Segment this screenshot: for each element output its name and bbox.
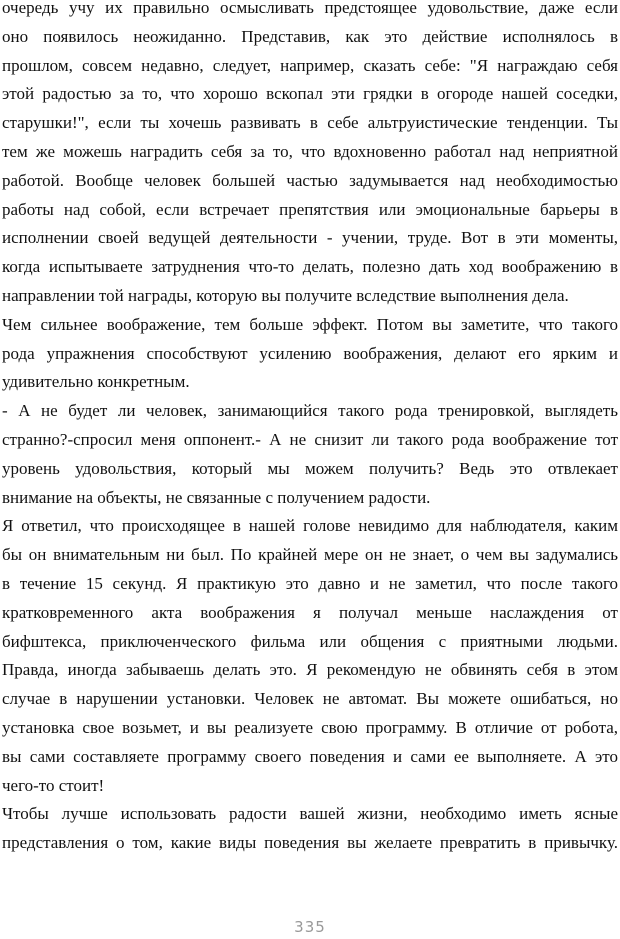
text-line: уровень удовольствия, который мы можем получить? Ведь это отвлекает	[2, 458, 618, 478]
text-line: вы сами составляете программу своего поведения и сами ее выполняете. А это	[2, 746, 618, 766]
paragraph	[2, 311, 618, 397]
text-line: работы над собой, если встречает препятствия или эмоциональные барьеры в	[2, 199, 618, 219]
text-line: установка свое возьмет, и вы реализуете свою программу. В отличие от робота,	[2, 717, 618, 737]
text-line: этой радостью за то, что хорошо вскопал эти грядки в огороде нашей соседки,	[2, 84, 618, 104]
text-line: направлении той награды, которую вы получите вследствие выполнения дела.	[2, 285, 569, 305]
text-line: когда испытываете затруднения что-то делать, полезно дать ход воображению в	[2, 257, 618, 277]
text-line: рода упражнения способствуют усилению воображения, делают его ярким и	[2, 343, 618, 363]
text-line: оно появилось неожиданно. Представив, как это действие исполнялось в	[2, 26, 618, 46]
text-line: бы он внимательным ни был. По крайней мере он не знает, о чем вы задумались	[2, 545, 618, 565]
text-line: Я ответил, что происходящее в нашей голове невидимо для наблюдателя, каким	[2, 516, 618, 536]
text-line: прошлом, совсем недавно, следует, например, сказать себе: "Я награждаю себя	[2, 55, 618, 75]
text-line: бифштекса, приключенческого фильма или общения с приятными людьми.	[2, 631, 618, 651]
paragraph	[2, 0, 618, 311]
text-line: Правда, иногда забываешь делать это. Я рекомендую не обвинять себя в этом	[2, 660, 618, 680]
paragraph	[2, 512, 618, 800]
text-line: исполнении своей ведущей деятельности - учении, труде. Вот в эти моменты,	[2, 228, 618, 248]
page-number: 335	[294, 918, 326, 936]
text-line: - А не будет ли человек, занимающийся такого рода тренировкой, выглядеть	[2, 401, 618, 421]
text-line: странно?-спросил меня оппонент.- А не снизит ли такого рода воображение тот	[2, 429, 618, 449]
text-line: тем же можешь наградить себя за то, что вдохновенно работал над неприятной	[2, 141, 618, 161]
text-line: Чтобы лучше использовать радости вашей жизни, необходимо иметь ясные	[2, 804, 618, 824]
text-line: представления о том, какие виды поведения вы желаете превратить в привычку.	[2, 833, 618, 853]
text-line: в течение 15 секунд. Я практикую это давно и не заметил, что после такого	[2, 573, 618, 593]
paragraph	[2, 800, 618, 858]
body-text	[2, 0, 618, 858]
text-line: Чем сильнее воображение, тем больше эффект. Потом вы заметите, что такого	[2, 314, 618, 334]
text-line: внимание на объекты, не связанные с получением радости.	[2, 487, 431, 507]
text-line: случае в нарушении установки. Человек не автомат. Вы можете ошибаться, но	[2, 689, 618, 709]
text-line: работой. Вообще человек большей частью задумывается над необходимостью	[2, 170, 618, 190]
text-line: удивительно конкретным.	[2, 372, 190, 392]
text-line: старушки!", если ты хочешь развивать в себе альтруистические тенденции. Ты	[2, 113, 618, 133]
paragraph	[2, 397, 618, 512]
text-line: очередь учу их правильно осмысливать предстоящее удовольствие, даже если	[2, 0, 618, 17]
text-line: чего-то стоит!	[2, 775, 105, 795]
text-line: кратковременного акта воображения я получал меньше наслаждения от	[2, 602, 618, 622]
